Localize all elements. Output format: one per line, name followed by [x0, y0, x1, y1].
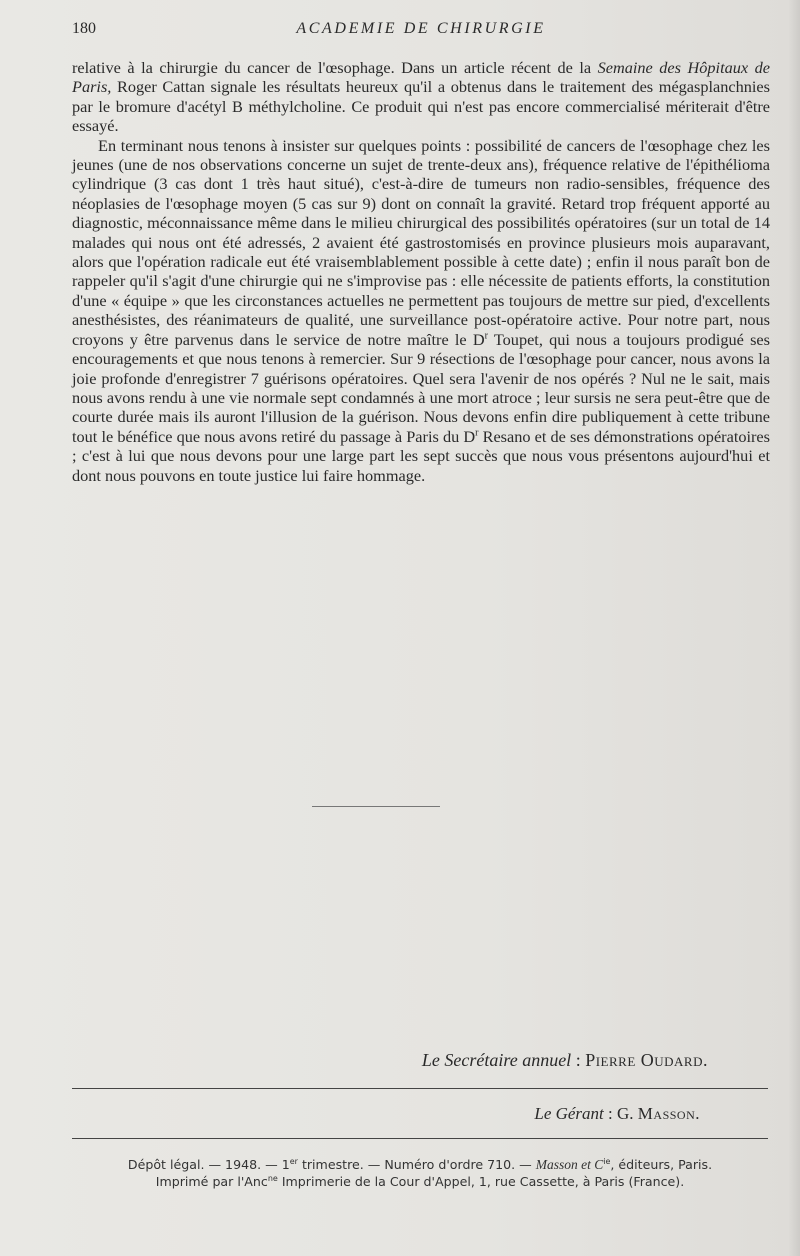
- imprint-order-number: trimestre. — Numéro d'ordre 710. —: [297, 1157, 536, 1172]
- imprint-printer-a: Imprimé par l'Anc: [155, 1174, 268, 1189]
- footer-rule-top: [72, 1088, 768, 1089]
- body-text: [72, 58, 770, 485]
- gerant-name: Masson.: [637, 1104, 700, 1123]
- gerant-label: Le Gérant: [534, 1104, 604, 1123]
- doctor-abbrev-sup-2: r: [475, 427, 479, 439]
- imprint-editors: , éditeurs, Paris.: [610, 1157, 713, 1172]
- imprint-line-2: [72, 1173, 768, 1190]
- page-number: 180: [72, 20, 96, 37]
- doctor-abbrev-sup-1: r: [484, 330, 488, 342]
- secretary-separator: :: [571, 1050, 586, 1070]
- imprint-sup-er: er: [289, 1156, 298, 1166]
- imprint-printer-b: Imprimerie de la Cour d'Appel, 1, rue Cassette, à Paris (France).: [277, 1174, 685, 1189]
- paragraph-2-text-b: Toupet, qui nous a toujours prodigué ses encouragements et que nous tenons à remercier. Sur 9 résections de l'œsophage pour cancer, nous avons la joie profonde d'enregistrer 7 guérisons opératoires. Quel sera l'avenir de nos opérés ? Nul ne le sait, mais nous avons rendu à une vie normale sept condamnés à une mort atroce ; leur sursis ne sera peut-être que de courte durée mais ils auront l'illusion de la guérison. Nous devons enfin dire publiquement à cette tribune tout le bénéfice que nous avons retiré du passage à Paris du D: [72, 329, 770, 446]
- paragraph-2: [72, 136, 770, 485]
- paragraph-2-text-a: En terminant nous tenons à insister sur quelques points : possibilité de cancers de l'œsophage chez les jeunes (une de nos observations concerne un sujet de trente-deux ans), fréquence relative de l'épithélioma cylindrique (3 cas dont 1 très haut situé), c'est-à-dire de tumeurs non radio-sensibles, fréquence des néoplasies de l'œsophage moyen (5 cas sur 9) dont on connaît la gravité. Retard trop fréquent apporté au diagnostic, méconnaissance même dans le milieu chirurgical des possibilités opératoires (sur un total de 14 malades qui nous ont été adressés, 2 avaient été gastrostomisés en province plusieurs mois auparavant, alors que l'opération radicale eut été vraisemblablement possible à cette date) ; enfin il nous paraît bon de rappeler qu'il s'agit d'une chirurgie qui ne s'improvise pas : elle nécessite de patients efforts, la constitution d'une « équipe » que les circonstances actuelles ne permettent pas toujours de mettre sur pied, d'excellents anesthésistes, des réanimateurs de qualité, une surveillance post-opératoire active. Pour notre part, nous croyons y être parvenus dans le service de notre maître le D: [72, 135, 770, 349]
- imprint-legal-deposit: Dépôt légal. — 1948. — 1: [127, 1157, 290, 1172]
- secretary-signature: [72, 1050, 708, 1071]
- gerant-separator: : G.: [603, 1104, 638, 1123]
- imprint-sup-ne: ne: [267, 1173, 278, 1183]
- paragraph-1-text-a: relative à la chirurgie du cancer de l'œsophage. Dans un article récent de la: [72, 58, 598, 77]
- footer-rule-bottom: [72, 1138, 768, 1139]
- paragraph-2-text-c: Resano et de ses démonstrations opératoires ; c'est à lui que nous devons pour une large part les sept succès que nous vous présentons aujourd'hui et dont nous pouvons en toute justice lui faire hommage.: [72, 426, 770, 485]
- imprint-sup-ie: ie: [603, 1156, 611, 1166]
- secretary-label: Le Secrétaire annuel: [421, 1050, 572, 1070]
- imprint-line-1: [72, 1156, 768, 1173]
- secretary-name: Pierre Oudard.: [585, 1050, 708, 1070]
- running-head: [72, 20, 770, 42]
- imprint-publisher: Masson et C: [535, 1157, 604, 1172]
- paragraph-1-text-b: Roger Cattan signale les résultats heureux qu'il a obtenus dans le traitement des mégasplanchnies par le bromure d'acétyl B méthylcholine. Ce produit qui n'est pas encore commercialisé mériterait d'être essayé.: [72, 77, 770, 136]
- imprint: [72, 1156, 768, 1190]
- section-separator: [312, 806, 440, 807]
- journal-title: Semaine des Hôpitaux de Paris,: [72, 58, 770, 97]
- running-title: ACADEMIE DE CHIRURGIE: [296, 20, 546, 37]
- gerant-signature: [72, 1104, 700, 1124]
- paragraph-1: [72, 58, 770, 136]
- page-edge-shadow: [788, 0, 800, 1256]
